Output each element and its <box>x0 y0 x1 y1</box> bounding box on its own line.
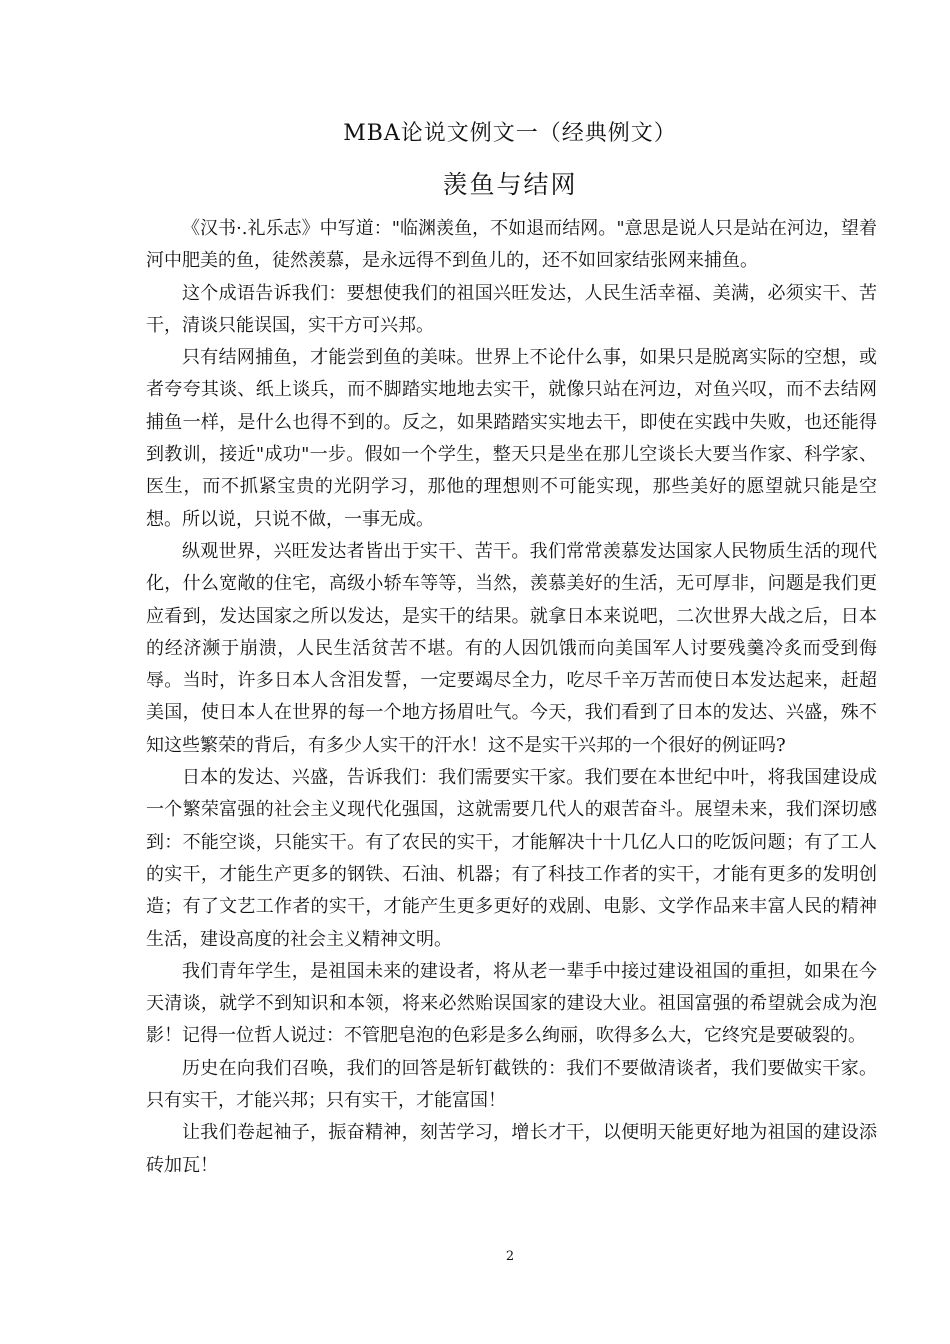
paragraph: 我们青年学生，是祖国未来的建设者，将从老一辈手中接过建设祖国的重担，如果在今天清谈，就学不到知识和本领，将来必然贻误国家的建设大业。祖国富强的希望就会成为泡影！记得一位哲人说过：不管肥皂泡的色彩是多么绚丽，吹得多么大，它终究是要破裂的。 <box>146 960 877 1047</box>
paragraph: 纵观世界，兴旺发达者皆出于实干、苦干。我们常常羡慕发达国家人民物质生活的现代化，什么宽敞的住宅，高级小轿车等等，当然，羡慕美好的生活，无可厚非，问题是我们更应看到，发达国家之所以发达，是实干的结果。就拿日本来说吧，二次世界大战之后，日本的经济濒于崩溃，人民生活贫苦不堪。有的人因饥饿而向美国军人讨要残羹冷炙而受到侮辱。当时，许多日本人含泪发誓，一定要竭尽全力，吃尽千辛万苦而使日本发达起来，赶超美国，使日本人在世界的每一个地方扬眉吐气。今天，我们看到了日本的发达、兴盛，殊不知这些繁荣的背后，有多少人实干的汗水！这不是实干兴邦的一个很好的例证吗? <box>146 540 877 756</box>
page-number: 2 <box>505 1249 515 1264</box>
essay-body <box>146 213 877 1182</box>
paragraph: 日本的发达、兴盛，告诉我们：我们需要实干家。我们要在本世纪中叶，将我国建设成一个繁荣富强的社会主义现代化强国，这就需要几代人的艰苦奋斗。展望未来，我们深切感到：不能空谈，只能实干。有了农民的实干，才能解决十十几亿人口的吃饭问题；有了工人的实干，才能生产更多的钢铁、石油、机器；有了科技工作者的实干，才能有更多的发明创造；有了文艺工作者的实干，才能产生更多更好的戏剧、电影、文学作品来丰富人民的精神生活，建设高度的社会主义精神文明。 <box>146 767 877 950</box>
paragraph: 历史在向我们召唤，我们的回答是斩钉截铁的：我们不要做清谈者，我们要做实干家。只有实干，才能兴邦；只有实干，才能富国！ <box>146 1057 877 1112</box>
essay-title: 羡鱼与结网 <box>442 170 578 199</box>
paragraph: 让我们卷起袖子，振奋精神，刻苦学习，增长才干，以便明天能更好地为祖国的建设添砖加瓦！ <box>146 1122 877 1176</box>
paragraph: 只有结网捕鱼，才能尝到鱼的美味。世界上不论什么事，如果只是脱离实际的空想，或者夸夸其谈、纸上谈兵，而不脚踏实地地去实干，就像只站在河边，对鱼兴叹，而不去结网捕鱼一样，是什么也得不到的。反之，如果踏踏实实地去干，即使在实践中失败，也还能得到教训，接近"成功"一步。假如一个学生，整天只是坐在那儿空谈长大要当作家、科学家、医生，而不抓紧宝贵的光阴学习，那他的理想则不可能实现，那些美好的愿望就只能是空想。所以说，只说不做，一事无成。 <box>146 347 877 530</box>
paragraph: 这个成语告诉我们：要想使我们的祖国兴旺发达，人民生活幸福、美满，必须实干、苦干，清谈只能误国，实干方可兴邦。 <box>146 282 877 336</box>
paragraph: 《汉书·.礼乐志》中写道："临渊羡鱼，不如退而结网。"意思是说人只是站在河边，望着河中肥美的鱼，徒然羡慕，是永远得不到鱼儿的，还不如回家结张网来捕鱼。 <box>146 218 877 272</box>
document-title: MBA论说文例文一（经典例文） <box>343 121 677 146</box>
